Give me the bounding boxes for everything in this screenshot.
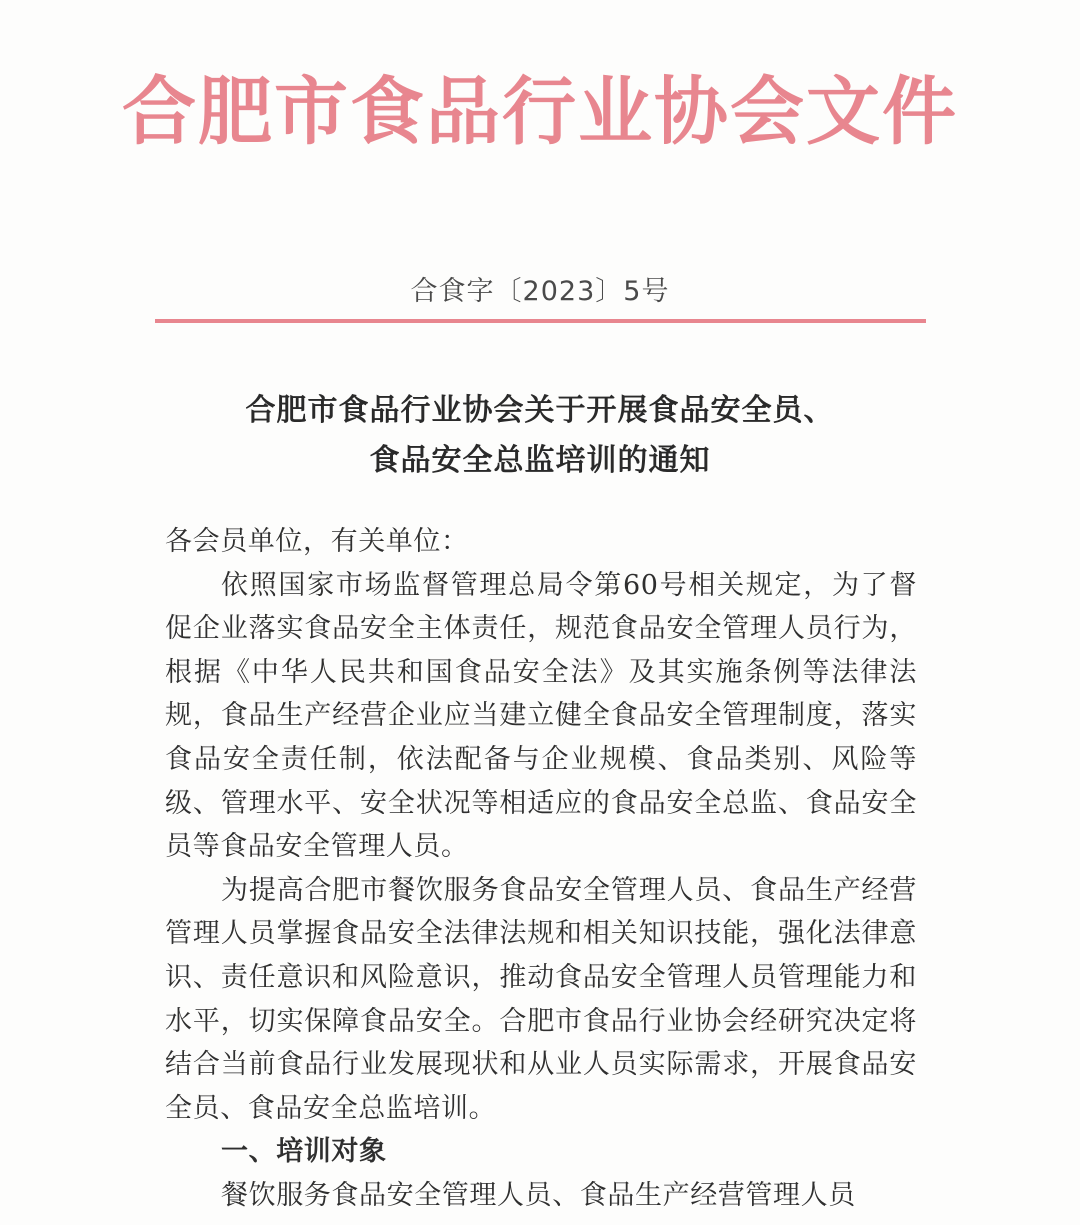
- document-number: 合食字〔2023〕5号: [410, 276, 670, 307]
- salutation: 各会员单位，有关单位：: [165, 526, 469, 557]
- red-divider-line: [155, 319, 926, 323]
- notice-title-line-2: 食品安全总监培训的通知: [369, 443, 711, 478]
- body-paragraph-1: 依照国家市场监督管理总局令第60号相关规定，为了督促企业落实食品安全主体责任，规范食品安全管理人员行为，根据《中华人民共和国食品安全法》及其实施条例等法律法规，食品生产经营企业应当建立健全食品安全管理制度，落实食品安全责任制，依法配备与企业规模、食品类别、风险等级、管理水平、安全状况等相适应的食品安全总监、食品安全员等食品安全管理人员。: [165, 569, 917, 863]
- notice-title-line-1: 合肥市食品行业协会关于开展食品安全员、: [245, 393, 835, 428]
- section-1-text: 餐饮服务食品安全管理人员、食品生产经营管理人员: [221, 1179, 856, 1211]
- org-document-title: 合肥市食品行业协会文件: [122, 69, 958, 155]
- notice-body: [165, 520, 917, 1218]
- notice-title: [0, 386, 1080, 486]
- body-paragraph-2: 为提高合肥市餐饮服务食品安全管理人员、食品生产经营管理人员掌握食品安全法律法规和相关知识技能，强化法律意识、责任意识和风险意识，推动食品安全管理人员管理能力和水平，切实保障食品安全。合肥市食品行业协会经研究决定将结合当前食品行业发展现状和从业人员实际需求，开展食品安全员、食品安全总监培训。: [165, 874, 917, 1124]
- section-heading-training-targets: 一、培训对象: [221, 1136, 387, 1168]
